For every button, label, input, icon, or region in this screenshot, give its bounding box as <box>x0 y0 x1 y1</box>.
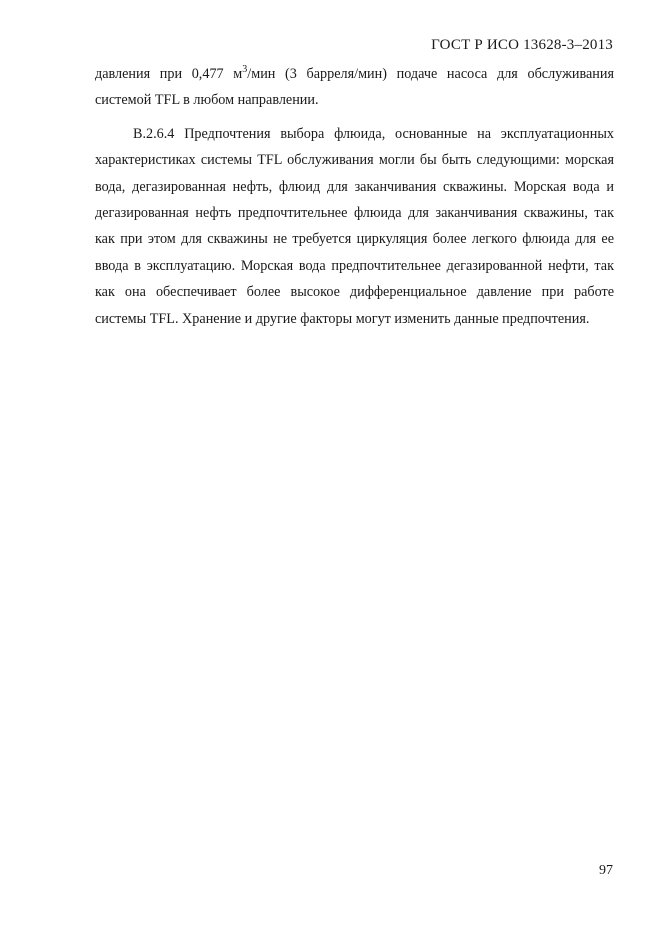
paragraph-b264: B.2.6.4 Предпочтения выбора флюида, основанные на эксплуатационных характеристиках системы TFL обслуживания могли бы быть следующими: морская вода, дегазированная нефть, флюид для заканчивания скважины. Морская вода и дегазированная нефть предпочтительнее флюида для заканчивания скважины, так как при этом для скважины не требуется циркуляция более легкого флюида для ее ввода в эксплуатацию. Морская вода предпочтительнее дегазированной нефти, так как она обеспечивает более высокое дифференциальное давление при работе системы TFL. Хранение и другие факторы могут изменить данные предпочтения. <box>95 125 614 327</box>
body-text <box>95 61 614 332</box>
page-header-standard: ГОСТ Р ИСО 13628-3–2013 <box>431 37 613 53</box>
paragraph-1-text-start: давления при 0,477 м <box>95 66 243 82</box>
paragraph-1-text-end: /мин (3 барреля/мин) подаче насоса для обслуживания системой TFL в любом направлении. <box>95 66 614 109</box>
page-number: 97 <box>599 863 613 878</box>
superscript-exponent: 3 <box>242 64 248 75</box>
paragraph-continuation <box>95 61 614 114</box>
